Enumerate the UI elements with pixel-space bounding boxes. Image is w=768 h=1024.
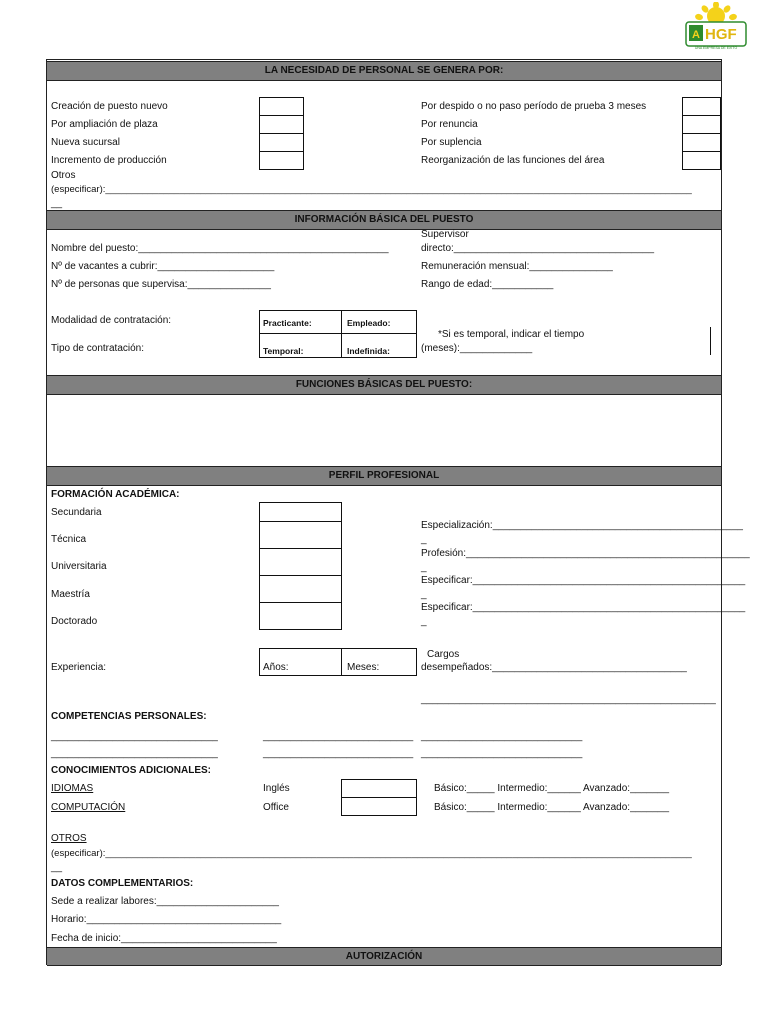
supervisor-label: Supervisor — [421, 229, 469, 240]
education-checkbox-secondary[interactable] — [259, 502, 342, 522]
option-empleado[interactable]: Empleado: — [347, 318, 391, 328]
need-otros-field-tail: __ — [51, 198, 63, 209]
office-level-field[interactable]: Básico:_____ Intermedio:______ Avanzado:_______ — [434, 802, 670, 813]
need-checkbox-resignation[interactable] — [682, 115, 721, 134]
specify-field[interactable]: Especificar:_________________________________________________ — [421, 575, 746, 586]
company-logo — [684, 2, 748, 52]
education-level-label: Secundaria — [51, 507, 102, 518]
supervised-count-field[interactable]: Nº de personas que supervisa:_______________ — [51, 279, 271, 290]
computing-label: COMPUTACIÓN — [51, 802, 126, 813]
specialization-field[interactable]: Especialización:_____________________________________________ — [421, 520, 743, 531]
need-otros-field[interactable]: (especificar):_______________________________________________________________________________________________________________ — [51, 184, 692, 195]
need-checkbox-new-position[interactable] — [259, 97, 304, 116]
grid-divider — [341, 310, 342, 358]
field-tail: _ — [421, 589, 427, 600]
competency-field[interactable]: _____________________________ — [421, 748, 583, 759]
vacancies-field[interactable]: Nº de vacantes a cubrir:_____________________ — [51, 261, 275, 272]
experience-years-field[interactable]: Años: — [263, 662, 289, 673]
contract-mode-label: Modalidad de contratación: — [51, 315, 172, 326]
need-checkbox-reorganization[interactable] — [682, 151, 721, 170]
positions-label: Cargos — [427, 649, 460, 660]
need-checkbox-substitution[interactable] — [682, 133, 721, 152]
section-header-authorization: AUTORIZACIÓN — [47, 947, 721, 966]
job-title-field[interactable]: Nombre del puesto:_____________________________________________ — [51, 243, 389, 254]
temporary-months-field[interactable]: (meses):_____________ — [421, 343, 533, 354]
positions-field-line[interactable]: _____________________________________________________ — [421, 694, 716, 705]
positions-field[interactable]: desempeñados:___________________________________ — [421, 662, 687, 673]
others-field-tail: __ — [51, 862, 63, 873]
competency-field[interactable]: ___________________________ — [263, 731, 414, 742]
field-tail: _ — [421, 562, 427, 573]
competencies-heading: COMPETENCIAS PERSONALES: — [51, 711, 207, 722]
competency-field[interactable]: ______________________________ — [51, 731, 218, 742]
office-checkbox[interactable] — [341, 797, 417, 816]
others-field[interactable]: (especificar):_______________________________________________________________________________________________________________ — [51, 848, 692, 859]
note-divider — [710, 327, 711, 355]
need-option-label: Por despido o no paso período de prueba 3 meses — [421, 101, 647, 112]
start-date-field[interactable]: Fecha de inicio:____________________________ — [51, 933, 277, 944]
grid-divider — [259, 333, 417, 334]
education-checkbox-masters[interactable] — [259, 575, 342, 603]
age-range-field[interactable]: Rango de edad:___________ — [421, 279, 554, 290]
profession-field[interactable]: Profesión:___________________________________________________ — [421, 548, 750, 559]
education-checkbox-doctorate[interactable] — [259, 602, 342, 630]
sun-logo-icon — [684, 2, 748, 52]
need-checkbox-production[interactable] — [259, 151, 304, 170]
need-option-label: Por suplencia — [421, 137, 482, 148]
work-site-field[interactable]: Sede a realizar labores:______________________ — [51, 896, 279, 907]
option-temporal[interactable]: Temporal: — [263, 346, 304, 356]
education-heading: FORMACIÓN ACADÉMICA: — [51, 489, 180, 500]
need-option-label: Por ampliación de plaza — [51, 119, 158, 130]
option-indefinida[interactable]: Indefinida: — [347, 346, 390, 356]
svg-text:UNA EMPRESA DE ÉXITO: UNA EMPRESA DE ÉXITO — [694, 46, 738, 50]
english-checkbox[interactable] — [341, 779, 417, 798]
experience-months-field[interactable]: Meses: — [347, 662, 380, 673]
english-level-field[interactable]: Básico:_____ Intermedio:______ Avanzado:_______ — [434, 783, 670, 794]
need-checkbox-new-branch[interactable] — [259, 133, 304, 152]
section-header-profile: PERFIL PROFESIONAL — [47, 466, 721, 486]
education-level-label: Técnica — [51, 534, 87, 545]
need-option-label: Nueva sucursal — [51, 137, 120, 148]
education-level-label: Maestría — [51, 589, 90, 600]
temporary-note: *Si es temporal, indicar el tiempo — [438, 329, 585, 340]
need-option-label: Por renuncia — [421, 119, 478, 130]
section-header-basic-info: INFORMACIÓN BÁSICA DEL PUESTO — [47, 210, 721, 230]
need-option-label: Reorganización de las funciones del área — [421, 155, 605, 166]
office-label: Office — [263, 802, 289, 813]
need-option-label: Creación de puesto nuevo — [51, 101, 168, 112]
contract-type-label: Tipo de contratación: — [51, 343, 145, 354]
experience-label: Experiencia: — [51, 662, 107, 673]
svg-text:HGF: HGF — [705, 26, 737, 43]
salary-field[interactable]: Remuneración mensual:_______________ — [421, 261, 613, 272]
english-label: Inglés — [263, 783, 290, 794]
need-checkbox-dismissal[interactable] — [682, 97, 721, 116]
grid-divider — [341, 648, 342, 676]
section-header-need: LA NECESIDAD DE PERSONAL SE GENERA POR: — [47, 61, 721, 81]
others-label: OTROS — [51, 833, 87, 844]
languages-label: IDIOMAS — [51, 783, 94, 794]
additional-knowledge-heading: CONOCIMIENTOS ADICIONALES: — [51, 765, 212, 776]
competency-field[interactable]: ______________________________ — [51, 748, 218, 759]
need-option-label: Incremento de producción — [51, 155, 167, 166]
supervisor-field[interactable]: directo:____________________________________ — [421, 243, 655, 254]
field-tail: _ — [421, 616, 427, 627]
education-level-label: Universitaria — [51, 561, 107, 572]
complementary-heading: DATOS COMPLEMENTARIOS: — [51, 878, 194, 889]
schedule-field[interactable]: Horario:___________________________________ — [51, 914, 282, 925]
education-checkbox-university[interactable] — [259, 548, 342, 576]
section-header-functions: FUNCIONES BÁSICAS DEL PUESTO: — [47, 375, 721, 395]
need-checkbox-expansion[interactable] — [259, 115, 304, 134]
specify-field[interactable]: Especificar:_________________________________________________ — [421, 602, 746, 613]
option-practicante[interactable]: Practicante: — [263, 318, 312, 328]
education-level-label: Doctorado — [51, 616, 98, 627]
need-otros-label: Otros — [51, 170, 76, 181]
education-checkbox-technical[interactable] — [259, 521, 342, 549]
field-tail: _ — [421, 534, 427, 545]
competency-field[interactable]: _____________________________ — [421, 731, 583, 742]
svg-text:A: A — [692, 29, 700, 41]
functions-text-area[interactable] — [47, 394, 721, 464]
competency-field[interactable]: ___________________________ — [263, 748, 414, 759]
